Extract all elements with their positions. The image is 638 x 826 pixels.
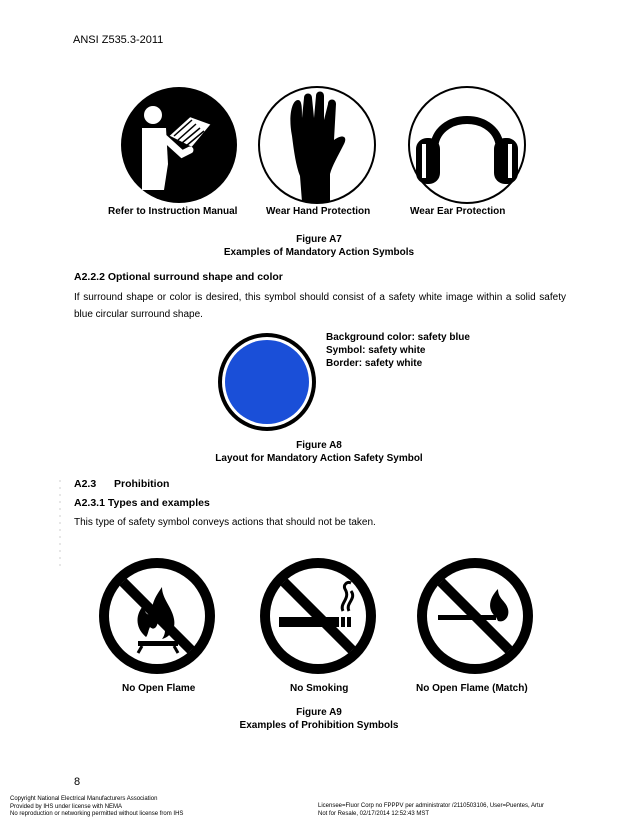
- figure-caption-number: Figure A9: [296, 707, 342, 718]
- no-open-flame-icon: [98, 557, 216, 675]
- symbol-label: No Open Flame: [122, 683, 196, 694]
- footer-right: [318, 803, 544, 818]
- side-watermark: [57, 480, 63, 570]
- no-match-icon: [416, 557, 534, 675]
- footer-provider: Provided by IHS under license with NEMA: [10, 803, 123, 810]
- figure-caption-number: Figure A8: [296, 440, 342, 451]
- footer-resale: Not for Resale, 02/17/2014 12:52:43 MST: [318, 810, 430, 817]
- figure-caption-title: Examples of Prohibition Symbols: [239, 720, 399, 731]
- symbol-label: Wear Ear Protection: [410, 206, 506, 217]
- figure-caption-title: Layout for Mandatory Action Safety Symbol: [215, 453, 423, 464]
- footer-copyright: Copyright National Electrical Manufacturers Association: [10, 796, 158, 802]
- footer-licensee: Licensee=Fluor Corp no FPPPV per administrator /2110503106, User=Puentes, Artur: [318, 803, 545, 809]
- figure-caption-title: Examples of Mandatory Action Symbols: [223, 247, 415, 258]
- symbol-label: Refer to Instruction Manual: [108, 206, 238, 217]
- background-color-note: Background color: safety blue: [326, 332, 470, 343]
- symbol-label: No Smoking: [290, 683, 349, 694]
- section-title: Prohibition: [114, 478, 170, 490]
- safety-blue-circle: [216, 331, 318, 433]
- section-body: If surround shape or color is desired, this symbol should consist of a safety white image within a solid safety blue circular surround shape.: [74, 292, 566, 320]
- ear-muffs-icon: [408, 86, 526, 204]
- figure-caption-number: Figure A7: [296, 234, 342, 245]
- glove-icon: [258, 86, 376, 204]
- section-body: This type of safety symbol conveys actions that should not be taken.: [74, 517, 376, 528]
- no-smoking-icon: [259, 557, 377, 675]
- document-header: ANSI Z535.3-2011: [73, 34, 164, 46]
- subsection-heading: A2.3.1 Types and examples: [74, 497, 210, 509]
- symbol-label: Wear Hand Protection: [266, 206, 371, 217]
- section-number: A2.3: [74, 478, 97, 490]
- symbol-label: No Open Flame (Match): [416, 683, 528, 694]
- page-number: 8: [74, 776, 81, 788]
- symbol-color-note: Symbol: safety white: [326, 345, 426, 356]
- section-heading: A2.2.2 Optional surround shape and color: [74, 271, 283, 283]
- footer-left: [10, 796, 183, 819]
- instruction-manual-icon: [120, 86, 238, 204]
- border-color-note: Border: safety white: [326, 358, 423, 369]
- footer-notice: No reproduction or networking permitted without license from IHS: [10, 811, 184, 817]
